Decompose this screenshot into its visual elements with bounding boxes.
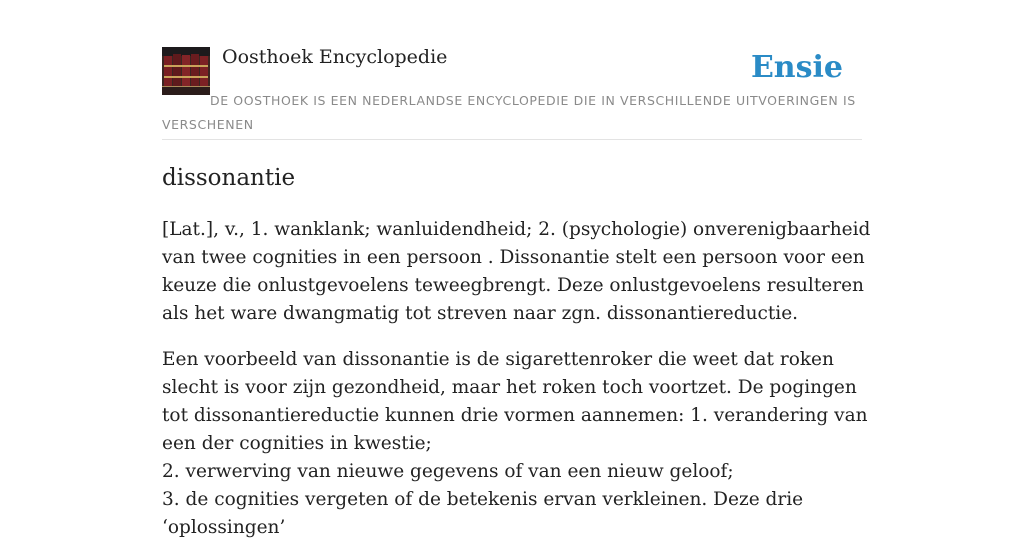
encyclopedia-books-icon (162, 47, 210, 95)
paragraph-2-line-2: 2. verwerving van nieuwe gegevens of van een nieuw geloof; (162, 461, 734, 482)
entry-title: dissonantie (162, 165, 296, 191)
paragraph-2-line-1: Een voorbeeld van dissonantie is de sigarettenroker die weet dat roken slecht is voor zijn gezondheid, maar het roken toch voortzet. De pogingen tot dissonantiereductie kunnen drie vormen aannemen: 1. verandering van een der cognities in kwestie; (162, 349, 868, 454)
article-paragraph-2 (162, 346, 872, 542)
site-tagline: DE OOSTHOEK IS EEN NEDERLANDSE ENCYCLOPEDIE DIE IN VERSCHILLENDE UITVOERINGEN IS VERSCHENEN (162, 93, 856, 132)
site-avatar[interactable] (162, 47, 210, 95)
brand-logo-text[interactable]: Ensie (750, 50, 843, 85)
paragraph-2-line-3: 3. de cognities vergeten of de betekenis ervan verkleinen. Deze drie ‘oplossingen’ (162, 489, 804, 538)
site-header (162, 0, 862, 140)
site-name[interactable]: Oosthoek Encyclopedie (222, 46, 448, 68)
article-paragraph-1: [Lat.], v., 1. wanklank; wanluidendheid; 2. (psychologie) onverenigbaarheid van twee cognities in een persoon . Dissonantie stelt een persoon voor een keuze die onlustgevoelens teweegbrengt. Deze onlustgevoelens resulteren als het ware dwangmatig tot streven naar zgn. dissonantiereductie. (162, 219, 871, 324)
article (162, 160, 872, 542)
